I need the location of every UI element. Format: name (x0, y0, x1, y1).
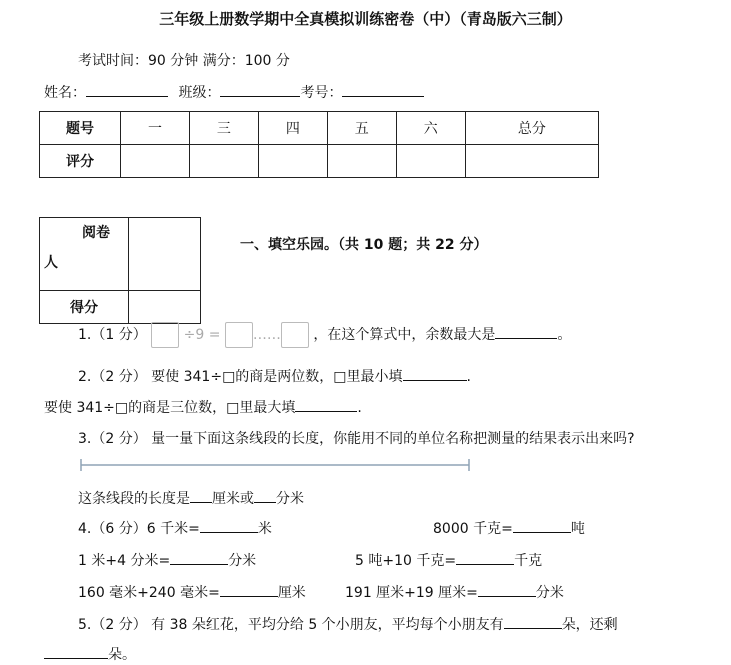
q2-line1-end: . (466, 369, 471, 385)
q1-prefix: 1.（1 分） (78, 327, 147, 343)
exam-info: 考试时间：90 分钟 满分：100 分 (78, 53, 290, 69)
q5-blank-1[interactable] (504, 614, 562, 629)
q4-prefix: 4.（6 分） (78, 521, 147, 537)
q2-blank-1[interactable] (403, 366, 467, 381)
score-cell[interactable] (396, 145, 465, 178)
q4-d: 5 吨+10 千克= (355, 553, 457, 569)
student-info-row (44, 82, 424, 102)
question-5-line-1 (78, 614, 618, 634)
q4-b-unit: 吨 (570, 521, 585, 537)
name-blank[interactable] (86, 82, 168, 97)
score-cell[interactable] (121, 145, 190, 178)
q2-line2-text: 要使 341÷□的商是三位数，□里最大填 (44, 400, 296, 416)
score-col-3: 四 (258, 112, 327, 145)
question-4-d (355, 550, 542, 570)
question-1 (78, 322, 571, 348)
q4-blank-f[interactable] (478, 582, 536, 597)
q2-line2-end: . (357, 400, 362, 416)
question-4-e (78, 582, 306, 602)
score-col-5: 六 (396, 112, 465, 145)
q4-c-unit: 分米 (228, 553, 257, 569)
q2-line1-text: 2.（2 分） 要使 341÷□的商是两位数，□里最小填 (78, 369, 403, 385)
score-table (39, 111, 599, 178)
question-2-line-2 (44, 397, 362, 417)
class-blank[interactable] (220, 82, 300, 97)
q4-e: 160 毫米+240 毫米= (78, 585, 220, 601)
score-header-label: 题号 (40, 112, 121, 145)
q1-quotient-box[interactable] (225, 322, 253, 348)
score-cell[interactable] (465, 145, 598, 178)
q4-a-unit: 米 (257, 521, 272, 537)
number-blank[interactable] (342, 82, 424, 97)
q4-blank-e[interactable] (220, 582, 278, 597)
q3-measure-segment (78, 457, 474, 473)
q1-remainder-box[interactable] (281, 322, 309, 348)
score-label: 得分 (40, 291, 129, 324)
page-title: 三年级上册数学期中全真模拟训练密卷（中）（青岛版六三制） (159, 10, 572, 28)
q1-text: ，在这个算式中，余数最大是 (313, 327, 496, 343)
q5-text-b: 朵，还剩 (561, 617, 618, 633)
q4-f: 191 厘米+19 厘米= (345, 585, 478, 601)
question-4-f (345, 582, 564, 602)
q4-e-unit: 厘米 (277, 585, 306, 601)
score-col-2: 三 (189, 112, 258, 145)
score-col-total: 总分 (465, 112, 598, 145)
q2-blank-2[interactable] (295, 397, 357, 412)
q5-blank-2[interactable] (44, 644, 108, 659)
score-value-cell[interactable] (129, 291, 201, 324)
section-1-title: 一、填空乐园。（共 10 题；共 22 分） (240, 237, 488, 253)
q5-end: 朵。 (108, 647, 136, 663)
question-4-c (78, 550, 256, 570)
q1-dots: …… (252, 327, 281, 343)
class-label: 班级： (178, 85, 221, 101)
score-table-header-row (40, 112, 599, 145)
q1-operator: ÷9 = (183, 327, 221, 343)
question-3-answer (78, 488, 304, 508)
q4-a: 6 千米= (146, 521, 200, 537)
score-row-label: 评分 (40, 145, 121, 178)
reviewer-label-cell (40, 218, 129, 291)
q4-blank-c[interactable] (170, 550, 228, 565)
question-2-line-1 (78, 366, 471, 386)
question-4-line-1 (78, 518, 272, 538)
reviewer-label: 阅卷 (82, 225, 110, 241)
question-3: 3.（2 分） 量一量下面这条线段的长度，你能用不同的单位名称把测量的结果表示出来吗? (78, 431, 635, 447)
q5-text: 5.（2 分） 有 38 朵红花，平均分给 5 个小朋友，平均每个小朋友有 (78, 617, 504, 633)
score-col-1: 一 (121, 112, 190, 145)
q3-blank-cm[interactable] (190, 488, 212, 503)
score-cell[interactable] (189, 145, 258, 178)
q4-d-unit: 千克 (514, 553, 543, 569)
q4-blank-a[interactable] (200, 518, 258, 533)
question-5-line-2 (44, 644, 136, 664)
number-label: 考号： (300, 85, 343, 101)
q1-blank[interactable] (495, 324, 557, 339)
q4-blank-d[interactable] (456, 550, 514, 565)
grader-table (39, 217, 201, 324)
q4-blank-b[interactable] (513, 518, 571, 533)
score-cell[interactable] (327, 145, 396, 178)
q4-c: 1 米+4 分米= (78, 553, 171, 569)
score-col-4: 五 (327, 112, 396, 145)
q1-dividend-box[interactable] (151, 322, 179, 348)
q3-answer-mid: 厘米或 (212, 491, 254, 507)
q4-b: 8000 千克= (433, 521, 513, 537)
score-table-row (40, 145, 599, 178)
question-4-b (433, 518, 585, 538)
name-label: 姓名： (44, 85, 86, 101)
reviewer-label-2: 人 (44, 255, 58, 271)
reviewer-cell[interactable] (129, 218, 201, 291)
score-cell[interactable] (258, 145, 327, 178)
q3-answer-end: 分米 (276, 491, 304, 507)
q1-end: 。 (557, 327, 572, 343)
q3-answer-label: 这条线段的长度是 (78, 491, 190, 507)
q4-f-unit: 分米 (535, 585, 564, 601)
q3-blank-dm[interactable] (254, 488, 276, 503)
